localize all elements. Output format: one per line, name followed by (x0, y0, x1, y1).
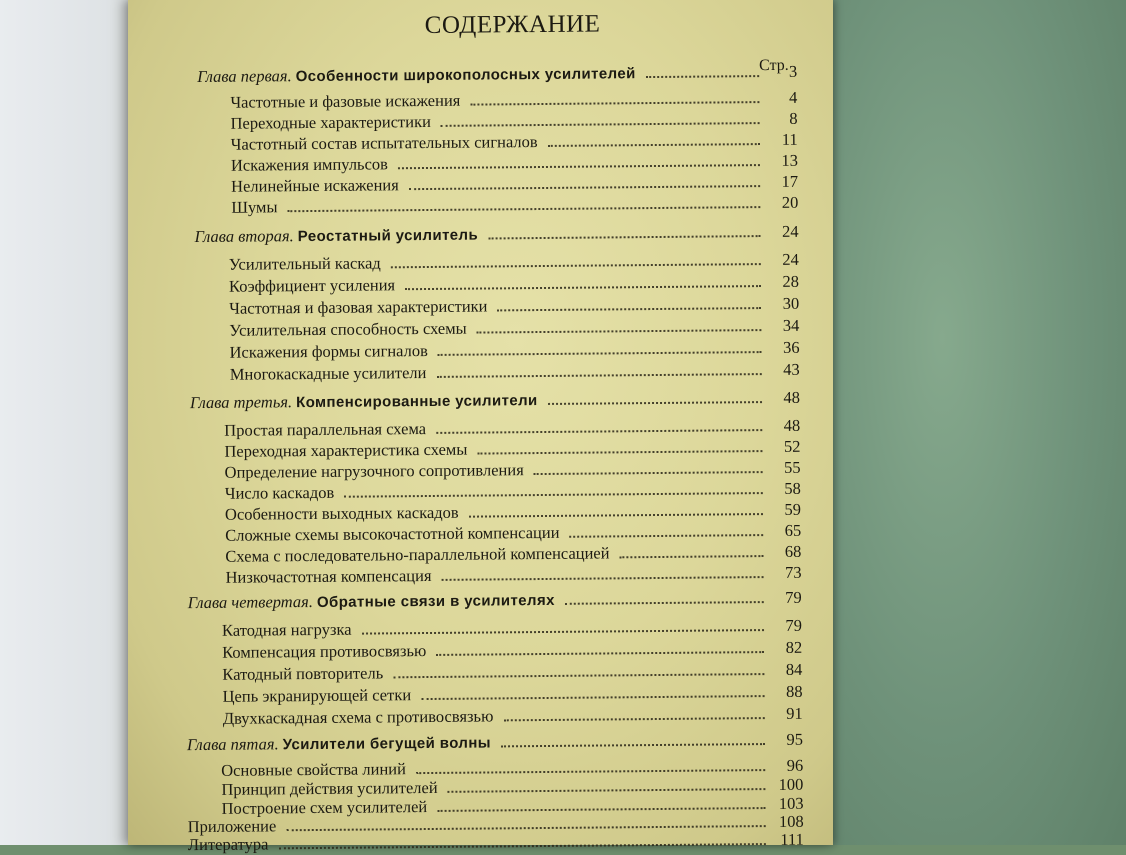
chapter-2-page: 24 (781, 221, 799, 241)
dot-leader (470, 101, 759, 106)
dot-leader (442, 576, 764, 581)
dot-leader (565, 601, 764, 605)
dot-leader (570, 534, 764, 538)
chapter-5-title: Усилители бегущей волны (282, 734, 492, 754)
dot-leader (469, 513, 763, 518)
toc-entry (225, 564, 801, 587)
toc-entry-page: 100 (778, 774, 804, 794)
toc-entry (225, 543, 801, 566)
dot-leader (646, 75, 760, 78)
toc-entry-label: Нелинейные искажения (231, 175, 399, 196)
appendix-page: 108 (778, 811, 804, 831)
toc-entry-label: Основные свойства линий (221, 759, 406, 780)
toc-entry-label: Сложные схемы высокочастотной компенсации (225, 522, 560, 545)
chapter-3-page: 48 (783, 387, 801, 407)
toc-entry (231, 152, 798, 175)
dot-leader (501, 743, 765, 747)
toc-entry-page: 79 (785, 615, 803, 635)
chapter-5-heading (187, 731, 803, 755)
dot-leader (477, 450, 762, 454)
toc-entry-page: 24 (782, 249, 799, 269)
toc-entry-label: Двухкаскадная схема с противосвязью (222, 706, 494, 728)
dot-leader (398, 164, 760, 169)
dot-leader (437, 807, 765, 812)
dot-leader (441, 122, 760, 127)
chapter-4-prefix: Глава четвертая. (187, 592, 313, 613)
dot-leader (344, 492, 763, 498)
toc-entry-label: Катодная нагрузка (221, 619, 352, 640)
chapter-3-title: Компенсированные усилители (296, 392, 538, 412)
toc-entry-page: 34 (782, 315, 800, 335)
dot-leader (288, 206, 761, 212)
toc-entry-label: Частотный состав испытательных сигналов (230, 132, 538, 154)
dot-leader (620, 555, 764, 558)
toc-entry-page: 88 (785, 681, 803, 701)
toc-entry (225, 522, 801, 545)
toc-entry-label: Построение схем усилителей (221, 797, 428, 818)
toc-entry-label: Катодный повторитель (222, 663, 384, 684)
toc-entry (224, 417, 800, 440)
dot-leader (534, 471, 763, 475)
toc-entry-page: 58 (784, 478, 801, 498)
dot-leader (438, 351, 762, 356)
dot-leader (497, 307, 761, 311)
toc-entry-page: 43 (783, 359, 800, 379)
dot-leader (405, 285, 761, 290)
toc-entry-page: 4 (789, 87, 798, 107)
toc-entry (224, 438, 800, 461)
toc-entry (225, 480, 801, 503)
toc-entry-label: Определение нагрузочного сопротивления (224, 460, 524, 482)
dot-leader (503, 717, 764, 721)
chapter-4-page: 79 (785, 587, 802, 607)
toc-entry-page: 59 (784, 499, 802, 519)
chapter-3-heading (190, 389, 800, 413)
toc-entry-label: Коэффициент усиления (228, 275, 396, 296)
toc-entry (222, 661, 802, 684)
dot-leader (278, 843, 765, 849)
toc-entry-label: Низкочастотная компенсация (225, 565, 432, 587)
green-book-cover (820, 0, 1126, 845)
contents-page (128, 0, 833, 855)
toc-entry-page: 73 (784, 562, 802, 582)
toc-entry-label: Число каскадов (224, 482, 335, 503)
chapter-5-prefix: Глава пятая. (186, 734, 279, 755)
chapter-4-heading (188, 589, 802, 613)
toc-entry (231, 194, 798, 217)
chapter-4-title: Обратные связи в усилителях (316, 591, 555, 611)
toc-entry-page: 82 (785, 637, 803, 657)
toc-entry-label: Простая параллельная схема (224, 419, 427, 440)
dot-leader (391, 263, 761, 268)
toc-entry (230, 361, 800, 384)
toc-entry-page: 30 (782, 293, 800, 313)
dot-leader (286, 825, 765, 831)
toc-entry-label: Переходные характеристики (230, 111, 431, 133)
chapter-1-prefix: Глава первая. (197, 66, 292, 87)
appendix-label: Приложение (187, 816, 277, 837)
dot-leader (436, 651, 764, 656)
chapter-3-prefix: Глава третья. (189, 392, 293, 413)
toc-entry (231, 173, 798, 196)
dot-leader (416, 769, 765, 774)
toc-entry-label: Шумы (231, 197, 278, 217)
toc-entry-page: 52 (783, 436, 801, 456)
dot-leader (362, 629, 764, 635)
chapter-1-heading (197, 63, 797, 87)
toc-entry (223, 683, 803, 706)
toc-entry (225, 501, 801, 524)
toc-entry-page: 65 (784, 520, 802, 540)
toc-entry-page: 68 (784, 541, 802, 561)
toc-entry-label: Частотная и фазовая характеристики (229, 296, 488, 318)
toc-entry-label: Принцип действия усилителей (221, 777, 438, 799)
toc-entry-page: 8 (789, 108, 798, 128)
toc-entry (231, 110, 798, 133)
toc-entry-label: Усилительный каскад (228, 253, 381, 274)
toc-entry-label: Искажения формы сигналов (229, 340, 428, 362)
toc-entry-label: Усилительная способность схемы (229, 318, 467, 340)
toc-entry (230, 339, 800, 362)
toc-entry-page: 17 (781, 171, 799, 191)
chapter-5-page: 95 (786, 729, 804, 749)
toc-entry (222, 617, 802, 640)
toc-entry (229, 295, 799, 318)
toc-entry-label: Особенности выходных каскадов (224, 502, 459, 524)
toc-entry-page: 55 (784, 457, 801, 477)
dot-leader (436, 373, 761, 378)
literature-page: 111 (780, 829, 804, 849)
dot-leader (477, 329, 762, 333)
toc-entry-page: 13 (781, 150, 799, 170)
dot-leader (548, 143, 760, 147)
chapter-2-prefix: Глава вторая. (194, 226, 294, 247)
dot-leader (488, 235, 761, 239)
dot-leader (421, 695, 764, 700)
dot-leader (409, 185, 760, 190)
toc-entry (222, 639, 802, 662)
page-column-label: Стр. (759, 56, 789, 75)
toc-entry-page: 36 (782, 337, 800, 357)
toc-entry-page: 103 (778, 793, 804, 813)
dot-leader (436, 429, 762, 434)
dot-leader (448, 788, 766, 793)
literature-label: Литература (187, 834, 269, 855)
toc-entry-page: 48 (783, 415, 801, 435)
toc-entry (223, 705, 803, 728)
toc-entry-label: Многокаскадные усилители (229, 363, 427, 384)
toc-entry-page: 96 (786, 755, 804, 775)
toc-entry-page: 20 (781, 192, 799, 212)
toc-entry-label: Частотные и фазовые искажения (230, 90, 461, 112)
toc-entry-page: 28 (782, 271, 800, 291)
toc-entry (229, 317, 799, 340)
toc-entry (229, 251, 799, 274)
toc-entry-page: 91 (786, 703, 803, 723)
dot-leader (393, 673, 764, 678)
toc-entry-label: Переходная характеристика схемы (224, 439, 468, 461)
dot-leader (548, 401, 762, 405)
toc-entry (225, 459, 801, 482)
toc-entry-label: Схема с последовательно-параллельной компенсацией (225, 543, 610, 566)
chapter-1-title: Особенности широкополосных усилителей (295, 65, 636, 86)
toc-entry-page: 84 (785, 659, 803, 679)
toc-entry (231, 131, 798, 154)
toc-entry (229, 273, 799, 296)
toc-entry-label: Компенсация противосвязью (222, 641, 427, 662)
toc-entry-label: Цепь экранирующей сетки (222, 685, 412, 706)
toc-entry-label: Искажения импульсов (230, 154, 388, 175)
toc-entry (230, 89, 797, 112)
toc-entry-page: 11 (781, 129, 798, 149)
chapter-1-page: 3 (788, 61, 798, 81)
chapter-2-heading (194, 223, 798, 247)
chapter-2-title: Реостатный усилитель (297, 226, 479, 246)
page-title: СОДЕРЖАНИЕ (424, 10, 601, 40)
